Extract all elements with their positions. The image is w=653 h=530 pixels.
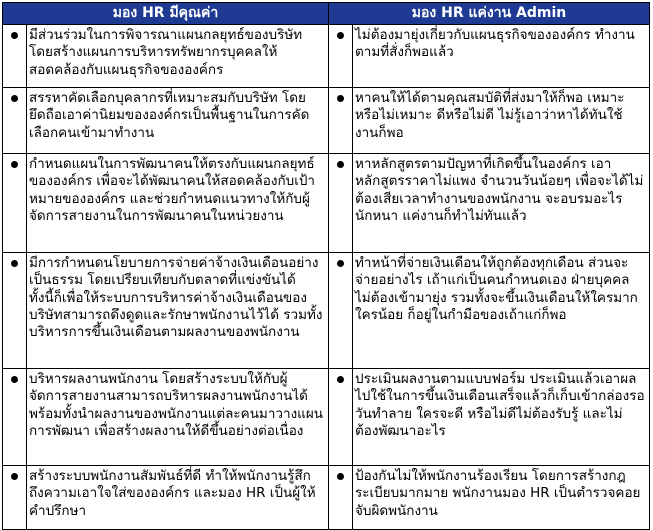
cell-hr-admin: ทำหน้าที่จ่ายเงินเดือนให้ถูกต้องทุกเดือน ส่วนจะจ่ายอย่างไร เถ้าแก่เป็นคนกำหนดเอง ฝ่ายบุคคลไม่ต้องเข้ามายุ่ง รวมทั้งจะขึ้นเงินเดือนให้ใครมากใครน้อย ก็อยู่ในกำมือของเถ้าแก่ก็พอ <box>353 253 650 369</box>
header-hr-valuable: มอง HR มีคุณค่า <box>3 3 329 25</box>
comparison-table <box>2 2 650 530</box>
cell-hr-valuable: กำหนดแผนในการพัฒนาคนให้ตรงกับแผนกลยุทธ์ขององค์กร เพื่อจะได้พัฒนาคนให้สอดคล้องกับเป้าหมายขององค์กร และช่วยกำหนดแนวทางให้กับผู้จัดการสายงานในการพัฒนาคนในหน่วยงาน <box>27 154 329 253</box>
table-row <box>3 25 650 88</box>
bullet-icon <box>3 88 27 154</box>
cell-hr-admin: หาหลักสูตรตามปัญหาที่เกิดขึ้นในองค์กร เอาหลักสูตรราคาไม่แพง จำนวนวันน้อยๆ เพื่อจะได้ไม่ต้องเสียเวลาทำงานของพนักงาน จะอบรมอะไรนักหนา แค่งานก็ทำไม่ทันแล้ว <box>353 154 650 253</box>
table-row <box>3 253 650 369</box>
table-row <box>3 466 650 530</box>
bullet-icon <box>3 466 27 530</box>
bullet-icon <box>329 253 353 369</box>
header-hr-admin: มอง HR แค่งาน Admin <box>329 3 650 25</box>
bullet-icon <box>329 369 353 466</box>
cell-hr-valuable: สรรหาคัดเลือกบุคลากรที่เหมาะสมกับบริษัท โดยยึดถือเอาค่านิยมขององค์กรเป็นพื้นฐานในการคัดเลือกคนเข้ามาทำงาน <box>27 88 329 154</box>
bullet-icon <box>3 369 27 466</box>
bullet-icon <box>329 25 353 88</box>
bullet-icon <box>329 466 353 530</box>
cell-hr-admin: ประเมินผลงานตามแบบฟอร์ม ประเมินแล้วเอาผลไปใช้ในการขึ้นเงินเดือนเสร็จแล้วก็เก็บเข้ากล่องรอวันทำลาย ใครจะดี หรือไม่ดีไม่ต้องรับรู้ และไม่ต้องพัฒนาอะไร <box>353 369 650 466</box>
bullet-icon <box>3 154 27 253</box>
cell-hr-valuable: มีการกำหนดนโยบายการจ่ายค่าจ้างเงินเดือนอย่างเป็นธรรม โดยเปรียบเทียบกับตลาดที่แข่งขันได้ ทั้งนี้ก็เพื่อให้ระบบการบริหารค่าจ้างเงินเดือนของบริษัทสามารถดึงดูดและรักษาพนักงานไว้ได้ รวมทั้งบริหารการขึ้นเงินเดือนตามผลงานของพนักงาน <box>27 253 329 369</box>
cell-hr-admin: หาคนให้ได้ตามคุณสมบัติที่ส่งมาให้ก็พอ เหมาะหรือไม่เหมาะ ดีหรือไม่ดี ไม่รู้เอาว่าหาได้ทันใช้งานก็พอ <box>353 88 650 154</box>
cell-hr-admin: ไม่ต้องมายุ่งเกี่ยวกับแผนธุรกิจขององค์กร ทำงานตามที่สั่งก็พอแล้ว <box>353 25 650 88</box>
cell-hr-admin: ป้องกันไม่ให้พนักงานร้องเรียน โดยการสร้างกฎระเบียบมากมาย พนักงานมอง HR เป็นตำรวจคอยจับผิดพนักงาน <box>353 466 650 530</box>
bullet-icon <box>3 253 27 369</box>
cell-hr-valuable: สร้างระบบพนักงานสัมพันธ์ที่ดี ทำให้พนักงานรู้สึกถึงความเอาใจใส่ขององค์กร และมอง HR เป็นผู้ให้คำปรึกษา <box>27 466 329 530</box>
bullet-icon <box>329 154 353 253</box>
table-row <box>3 88 650 154</box>
table-row <box>3 154 650 253</box>
table-row <box>3 369 650 466</box>
table-header-row <box>3 3 650 25</box>
cell-hr-valuable: มีส่วนร่วมในการพิจารณาแผนกลยุทธ์ของบริษัท โดยสร้างแผนการบริหารทรัพยากรบุคคลให้สอดคล้องกับแผนธุรกิจขององค์กร <box>27 25 329 88</box>
bullet-icon <box>3 25 27 88</box>
bullet-icon <box>329 88 353 154</box>
cell-hr-valuable: บริหารผลงานพนักงาน โดยสร้างระบบให้กับผู้จัดการสายงานสามารถบริหารผลงานพนักงานได้ พร้อมทั้งนำผลงานของพนักงานแต่ละคนมาวางแผนการพัฒนา เพื่อสร้างผลงานให้ดีขึ้นอย่างต่อเนื่อง <box>27 369 329 466</box>
